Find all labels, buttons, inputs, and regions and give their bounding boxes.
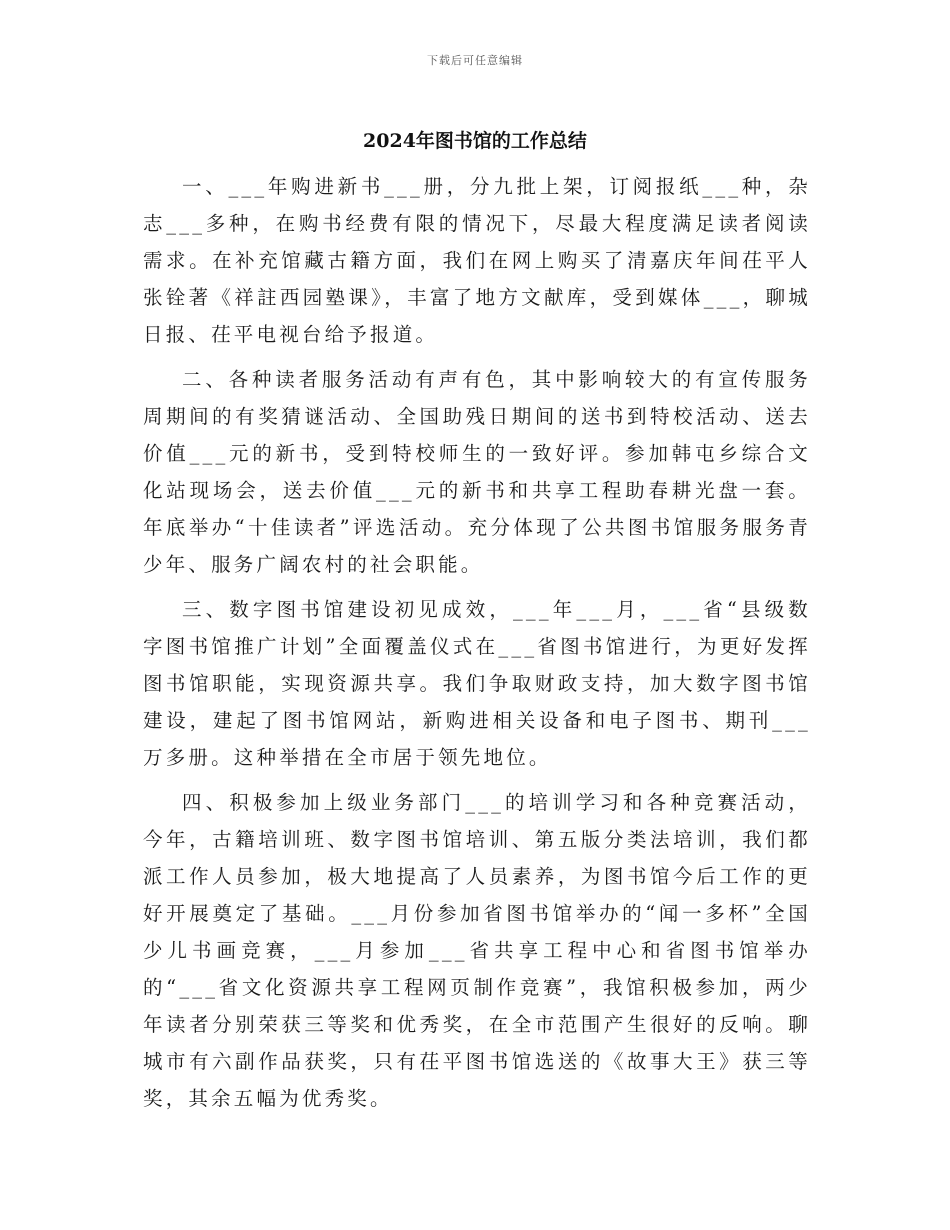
paragraph-3: 三、数字图书馆建设初见成效，___年___月，___省“县级数字图书馆推广计划”全面覆盖仪式在___省图书馆进行，为更好发挥图书馆职能，实现资源共享。我们争取财政支持，加大数字图书馆建设，建起了图书馆网站，新购进相关设备和电子图书、期刊___万多册。这种举措在全市居于领先地位。 [143, 598, 811, 769]
paragraph-1: 一、___年购进新书___册，分九批上架，订阅报纸___种，杂志___多种，在购书经费有限的情况下，尽最大程度满足读者阅读需求。在补充馆藏古籍方面，我们在网上购买了清嘉庆年间茌平人张铨著《祥註西园塾课》，丰富了地方文献库，受到媒体___，聊城日报、茌平电视台给予报道。 [143, 175, 811, 346]
document-title: 2024年图书馆的工作总结 [363, 130, 587, 152]
document-body [143, 168, 811, 1125]
paragraph-2: 二、各种读者服务活动有声有色，其中影响较大的有宣传服务周期间的有奖猜谜活动、全国助残日期间的送书到特校活动、送去价值___元的新书，受到特校师生的一致好评。参加韩屯乡综合文化站现场会，送去价值___元的新书和共享工程助春耕光盘一套。年底举办“十佳读者”评选活动。充分体现了公共图书馆服务服务青少年、服务广阔农村的社会职能。 [143, 368, 811, 576]
page-header-note: 下载后可任意编辑 [427, 54, 523, 67]
paragraph-4: 四、积极参加上级业务部门___的培训学习和各种竞赛活动，今年，古籍培训班、数字图书馆培训、第五版分类法培训，我们都派工作人员参加，极大地提高了人员素养，为图书馆今后工作的更好开展奠定了基础。___月份参加省图书馆举办的“闻一多杯”全国少儿书画竞赛，___月参加___省共享工程中心和省图书馆举办的“___省文化资源共享工程网页制作竞赛”，我馆积极参加，两少年读者分别荣获三等奖和优秀奖，在全市范围产生很好的反响。聊城市有六副作品获奖，只有茌平图书馆选送的《故事大王》获三等奖，其余五幅为优秀奖。 [143, 791, 811, 1110]
